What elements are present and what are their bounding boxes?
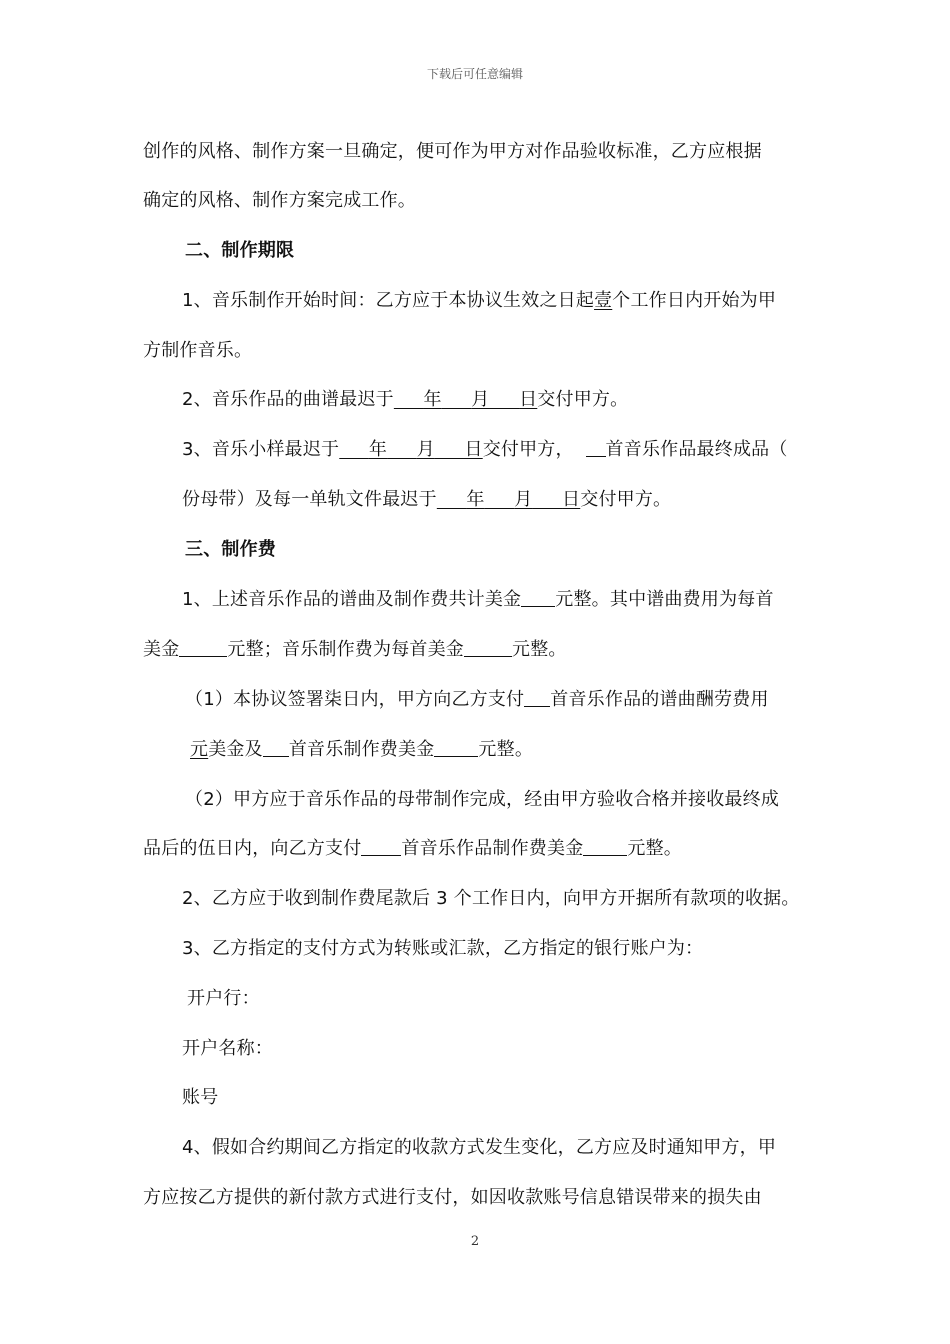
paragraph-line: 方制作音乐。 xyxy=(143,340,253,361)
paragraph-line xyxy=(182,436,788,464)
text: 年 xyxy=(466,489,485,510)
text: 2、音乐作品的曲谱最迟于 xyxy=(182,389,394,410)
text: 首音乐作品的谱曲酬劳费用 xyxy=(550,689,769,710)
section-heading: 三、制作费 xyxy=(185,539,276,560)
fill-blank xyxy=(586,438,606,457)
date-blank xyxy=(437,489,580,510)
fill-blank xyxy=(434,738,478,757)
text: 首音乐作品制作费美金 xyxy=(401,838,584,859)
paragraph-line: 开户名称： xyxy=(182,1038,273,1059)
fill-blank xyxy=(263,738,289,757)
paragraph-line: 2、乙方应于收到制作费尾款后 3 个工作日内，向甲方开据所有款项的收据。 xyxy=(182,888,800,909)
text: 份母带）及每一单轨文件最迟于 xyxy=(182,489,437,510)
paragraph-line xyxy=(190,736,533,764)
text: （1）本协议签署柒日内，甲方向乙方支付 xyxy=(185,689,525,710)
underlined-text: 元 xyxy=(190,739,209,760)
date-blank xyxy=(394,389,537,410)
underlined-text: 壹 xyxy=(594,290,613,311)
text: 元整。其中谱曲费用为每首 xyxy=(555,589,774,610)
text: 美金及 xyxy=(208,739,263,760)
paragraph-line xyxy=(182,386,628,414)
text: 月 xyxy=(514,489,533,510)
paragraph-line xyxy=(143,835,682,863)
text: 月 xyxy=(416,439,435,460)
text: 日 xyxy=(519,389,538,410)
paragraph-line xyxy=(143,636,567,664)
paragraph-line xyxy=(185,686,769,714)
date-blank xyxy=(339,439,482,460)
text: 品后的伍日内，向乙方支付 xyxy=(143,838,362,859)
paragraph-line: 开户行： xyxy=(187,988,260,1009)
section-heading: 二、制作期限 xyxy=(185,240,295,261)
fill-blank xyxy=(464,638,512,657)
text: 首音乐制作费美金 xyxy=(288,739,435,760)
paragraph-line xyxy=(182,586,774,614)
paragraph-line xyxy=(182,287,776,315)
fill-blank xyxy=(583,837,627,856)
paragraph-line: （2）甲方应于音乐作品的母带制作完成，经由甲方验收合格并接收最终成 xyxy=(185,789,780,810)
text: 年 xyxy=(423,389,442,410)
text: 日 xyxy=(464,439,483,460)
fill-blank xyxy=(179,638,227,657)
fill-blank xyxy=(524,688,550,707)
text: 交付甲方， xyxy=(482,439,574,460)
text: 年 xyxy=(368,439,388,460)
paragraph-line: 创作的风格、制作方案一旦确定，便可作为甲方对作品验收标准，乙方应根据 xyxy=(143,141,762,162)
text: 月 xyxy=(471,389,490,410)
fill-blank xyxy=(521,588,555,607)
text: 1、上述音乐作品的谱曲及制作费共计美金 xyxy=(182,589,522,610)
page-number: 2 xyxy=(470,1234,480,1249)
paragraph-line xyxy=(182,486,671,514)
text: 个工作日内开始为甲 xyxy=(612,290,777,311)
text: 3、音乐小样最迟于 xyxy=(182,439,340,460)
text: 交付甲方。 xyxy=(537,389,629,410)
text: 首音乐作品最终成品（ xyxy=(605,439,788,460)
text: 元整；音乐制作费为每首美金 xyxy=(227,639,465,660)
paragraph-line: 方应按乙方提供的新付款方式进行支付，如因收款账号信息错误带来的损失由 xyxy=(143,1187,762,1208)
text: 元整。 xyxy=(478,739,534,760)
paragraph-line: 账号 xyxy=(182,1087,219,1108)
text: 1、音乐制作开始时间：乙方应于本协议生效之日起 xyxy=(182,290,595,311)
paragraph-line: 3、乙方指定的支付方式为转账或汇款，乙方指定的银行账户为： xyxy=(182,938,704,959)
text: 美金 xyxy=(143,639,180,660)
paragraph-line: 4、假如合约期间乙方指定的收款方式发生变化，乙方应及时通知甲方，甲 xyxy=(182,1137,777,1158)
text: 元整。 xyxy=(627,838,683,859)
paragraph-line: 确定的风格、制作方案完成工作。 xyxy=(143,190,416,211)
text: 元整。 xyxy=(512,639,567,660)
text: 日 xyxy=(562,489,581,510)
text: 交付甲方。 xyxy=(580,489,672,510)
page-header: 下载后可任意编辑 xyxy=(426,67,523,81)
fill-blank xyxy=(361,837,401,856)
